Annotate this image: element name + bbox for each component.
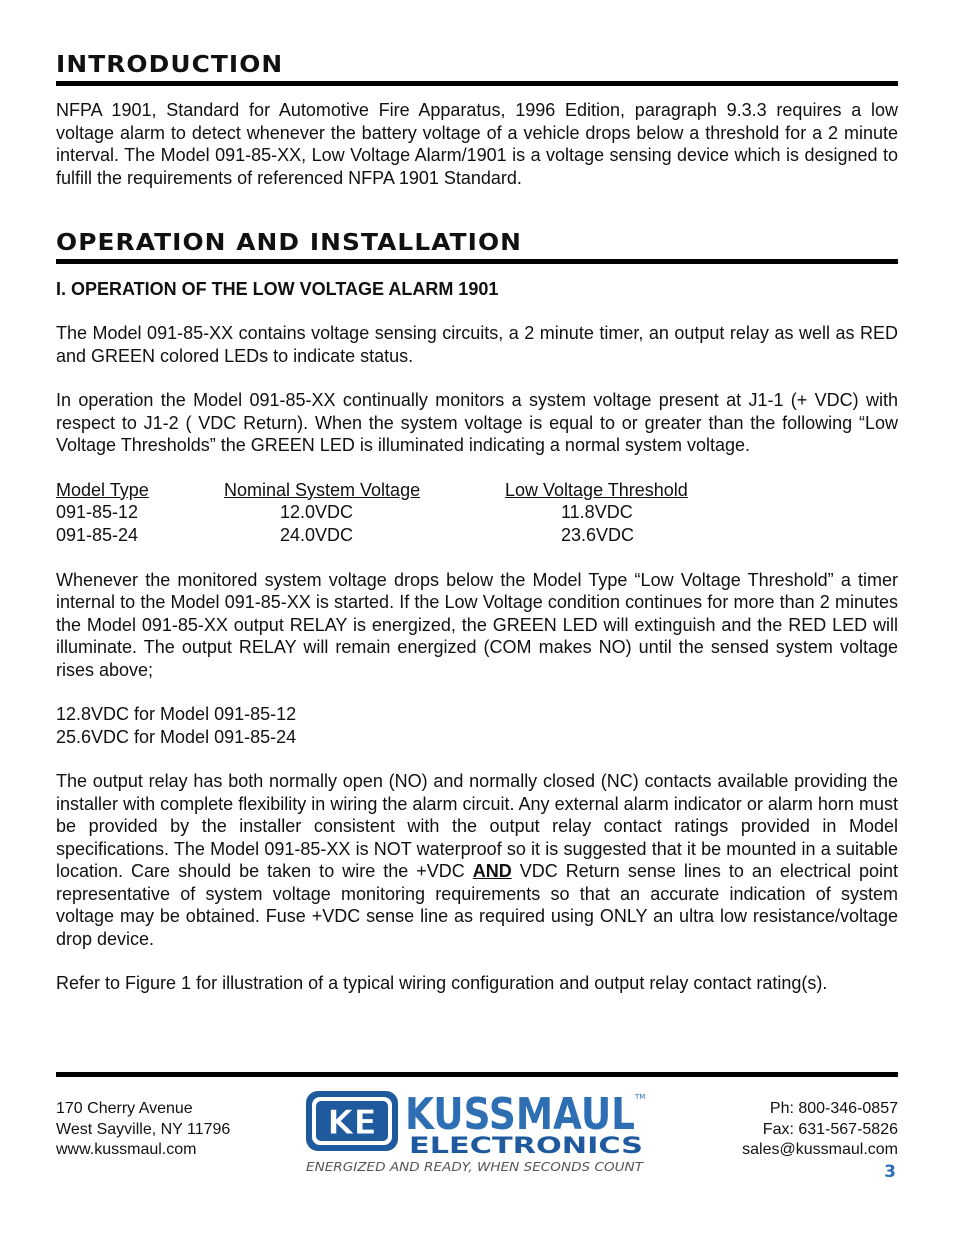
reset-threshold-line: 12.8VDC for Model 091-85-12 xyxy=(56,704,297,724)
operation-paragraph-4 xyxy=(56,770,898,950)
emphasis-and: AND xyxy=(472,861,512,881)
operation-paragraph-5: Refer to Figure 1 for illustration of a typical wiring configuration and output relay contact rating(s). xyxy=(56,973,828,993)
introduction-paragraph: NFPA 1901, Standard for Automotive Fire Apparatus, 1996 Edition, paragraph 9.3.3 requires a low voltage alarm to detect whenever the battery voltage of a vehicle drops below a threshold for a 2 minute interval. The Model 091-85-XX, Low Voltage Alarm/1901 is a voltage sensing device which is designed to fulfill the requirements of referenced NFPA 1901 Standard. xyxy=(56,100,898,188)
operation-paragraph-1: The Model 091-85-XX contains voltage sensing circuits, a 2 minute timer, an output relay as well as RED and GREEN colored LEDs to indicate status. xyxy=(56,323,898,366)
logo-name: KUSSMAUL xyxy=(405,1089,635,1140)
table-column-model xyxy=(56,479,149,547)
kussmaul-logo xyxy=(305,1087,645,1175)
table-cell: 23.6VDC xyxy=(561,524,635,545)
footer-contact xyxy=(742,1099,898,1161)
threshold-table xyxy=(56,479,898,547)
table-header: Model Type xyxy=(56,479,149,500)
trademark-mark: TM xyxy=(635,1093,645,1101)
page-number: 3 xyxy=(884,1162,896,1182)
operation-heading: OPERATION AND INSTALLATION xyxy=(56,230,523,256)
address-line: 170 Cherry Avenue xyxy=(56,1100,193,1117)
phone-number: Ph: 800-346-0857 xyxy=(769,1100,898,1117)
table-column-nominal xyxy=(224,479,420,547)
table-header: Low Voltage Threshold xyxy=(505,479,688,500)
operation-paragraph-3: Whenever the monitored system voltage drops below the Model Type “Low Voltage Threshold” a timer internal to the Model 091-85-XX is started. If the Low Voltage condition continues for more than 2 minutes the Model 091-85-XX output RELAY is energized, the GREEN LED will extinguish and the RED LED will illuminate. The output RELAY will remain energized (COM makes NO) until the sensed system voltage rises above; xyxy=(56,569,898,680)
table-column-threshold xyxy=(505,479,688,547)
table-cell: 11.8VDC xyxy=(561,502,633,522)
email-link[interactable]: sales@kussmaul.com xyxy=(742,1141,898,1158)
website-link[interactable]: www.kussmaul.com xyxy=(56,1141,197,1158)
table-header: Nominal System Voltage xyxy=(224,479,421,500)
address-line: West Sayville, NY 11796 xyxy=(56,1120,231,1138)
footer-rule xyxy=(56,1072,898,1077)
logo-mark: KE xyxy=(327,1103,377,1143)
footer-address xyxy=(56,1099,230,1161)
table-cell: 091-85-12 xyxy=(56,502,139,522)
kussmaul-logo-graphic xyxy=(305,1087,645,1175)
paragraph-text: The output relay has both normally open (NO) and normally closed (NC) contacts available providing the installer with complete flexibility in wiring the alarm circuit. Any external alarm indicator or alarm horn must be provided by the installer consistent with the output relay contact ratings provided in Model specifications. The Model 091-85-XX is NOT waterproof so it is suggested that it be mounted in a suitable location. Care should be taken to wire the +VDC xyxy=(56,771,898,881)
logo-tagline: ENERGIZED AND READY, WHEN SECONDS COUNT xyxy=(306,1160,645,1174)
table-cell: 091-85-24 xyxy=(56,524,139,545)
document-page xyxy=(56,0,898,995)
operation-paragraph-2: In operation the Model 091-85-XX continually monitors a system voltage present at J1-1 (+ VDC) with respect to J1-2 ( VDC Return). When the system voltage is equal to or greater than the following “Low Voltage Thresholds” the GREEN LED is illuminated indicating a normal system voltage. xyxy=(56,390,898,455)
logo-subtitle: ELECTRONICS xyxy=(409,1134,643,1159)
fax-number: Fax: 631-567-5826 xyxy=(762,1120,898,1138)
operation-subheading: I. OPERATION OF THE LOW VOLTAGE ALARM 1901 xyxy=(56,279,499,299)
paragraph-text: VDC Return sense lines to an electrical point representative of system voltage monitoring requirements so that an accurate indication of system voltage may be obtained. Fuse +VDC sense line as required using ONLY an ultra low resistance/voltage drop device. xyxy=(56,861,898,949)
reset-threshold-line: 25.6VDC for Model 091-85-24 xyxy=(56,726,297,747)
table-cell: 12.0VDC xyxy=(280,502,354,522)
table-cell: 24.0VDC xyxy=(280,524,354,545)
introduction-heading: INTRODUCTION xyxy=(56,52,284,78)
